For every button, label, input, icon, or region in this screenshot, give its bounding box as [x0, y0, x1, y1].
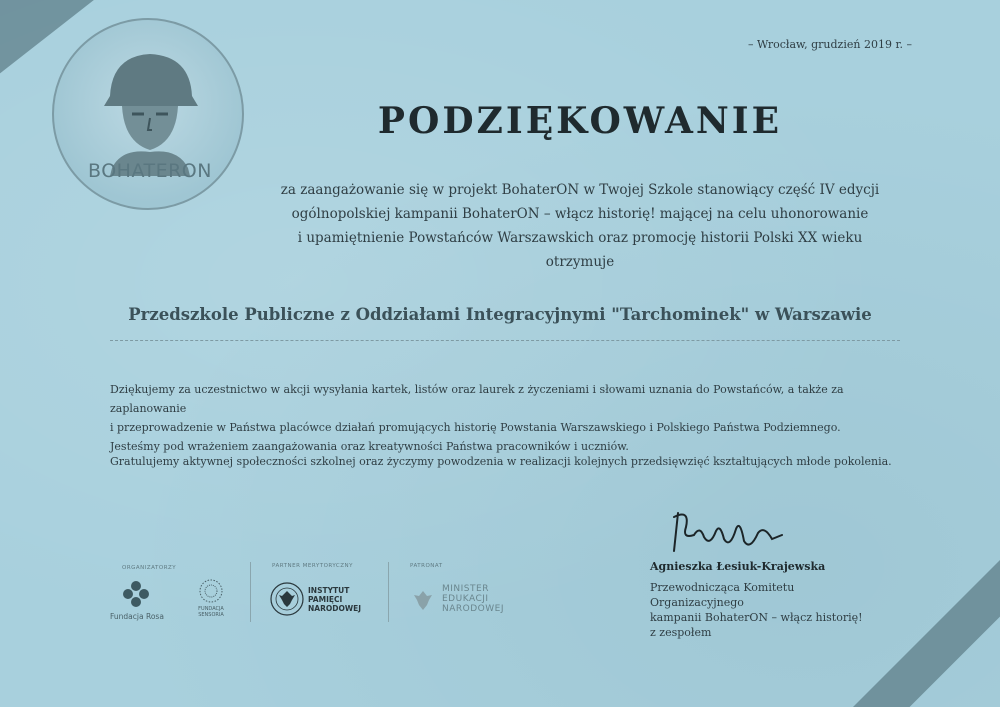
fundacja-rosa-flower-icon — [120, 578, 152, 610]
intro-line-4: otrzymuje — [545, 254, 615, 270]
bohateron-logo-text: BOHATERON — [88, 160, 212, 182]
handwritten-signature — [660, 505, 790, 560]
patron-label: PATRONAT — [410, 563, 443, 569]
men-line-3: NARODOWEJ — [442, 604, 504, 614]
footer-separator — [250, 562, 251, 622]
ipn-line-2: PAMIĘCI — [308, 595, 343, 604]
intro-line-2: ogólnopolskiej kampanii BohaterON – włącz historię! mającej na celu uhonorowanie — [291, 206, 869, 222]
footer-separator — [388, 562, 389, 622]
divider — [110, 340, 900, 341]
fundacja-sensoria-line-2: SENSORIA — [198, 612, 224, 618]
body-line-2: i przeprowadzenie w Państwa placówce działań promujących historię Powstania Warszawskiego i Polskiego Państwa Podziemnego. — [110, 421, 841, 434]
ipn-line-1: INSTYTUT — [308, 586, 350, 595]
intro-line-1: za zaangażowanie się w projekt BohaterON w Twojej Szkole stanowiący część IV edycji — [280, 182, 880, 198]
signatory-role-line-2: kampanii BohaterON – włącz historię! — [650, 611, 863, 624]
recipient-name: Przedszkole Publiczne z Oddziałami Integracyjnymi "Tarchominek" w Warszawie — [128, 305, 872, 324]
page-title: PODZIĘKOWANIE — [377, 100, 783, 142]
body-line-1: Dziękujemy za uczestnictwo w akcji wysyłania kartek, listów oraz laurek z życzeniami i słowami uznania do Powstańców, a także za zaplanowanie — [110, 383, 844, 415]
fundacja-sensoria-line-1: FUNDACJA — [198, 606, 224, 612]
fundacja-sensoria-name — [193, 606, 229, 618]
minister-edukacji-name — [442, 584, 504, 614]
body-line-3: Jesteśmy pod wrażeniem zaangażowania oraz kreatywności Państwa pracowników i uczniów. — [110, 440, 629, 453]
fundacja-rosa-name: Fundacja Rosa — [110, 612, 164, 621]
body-paragraph-2: Gratulujemy aktywnej społeczności szkolnej oraz życzymy powodzenia w realizacji kolejnych przedsięwzięć kształtujących młode pokolenia. — [110, 455, 892, 468]
fundacja-sensoria-icon — [198, 578, 224, 604]
signatory-role — [650, 580, 890, 640]
intro-line-3: i upamiętnienie Powstańców Warszawskich oraz promocję historii Polski XX wieku — [297, 230, 863, 246]
ipn-name — [308, 586, 361, 613]
organizers-label: ORGANIZATORZY — [122, 565, 177, 571]
date-line: – Wrocław, grudzień 2019 r. – — [748, 38, 912, 51]
body-paragraph-1 — [110, 380, 910, 456]
ipn-line-3: NARODOWEJ — [308, 604, 362, 613]
men-line-2: EDUKACJI — [442, 594, 489, 604]
intro-text — [270, 178, 890, 274]
men-eagle-icon — [410, 588, 436, 614]
signatory-role-line-1: Przewodnicząca Komitetu Organizacyjnego — [650, 581, 795, 609]
signatory-name: Agnieszka Łesiuk-Krajewska — [650, 560, 826, 573]
men-line-1: MINISTER — [442, 584, 489, 594]
partner-label: PARTNER MERYTORYCZNY — [272, 563, 354, 569]
signatory-role-line-3: z zespołem — [650, 626, 712, 639]
ipn-eagle-seal-icon — [270, 582, 304, 616]
